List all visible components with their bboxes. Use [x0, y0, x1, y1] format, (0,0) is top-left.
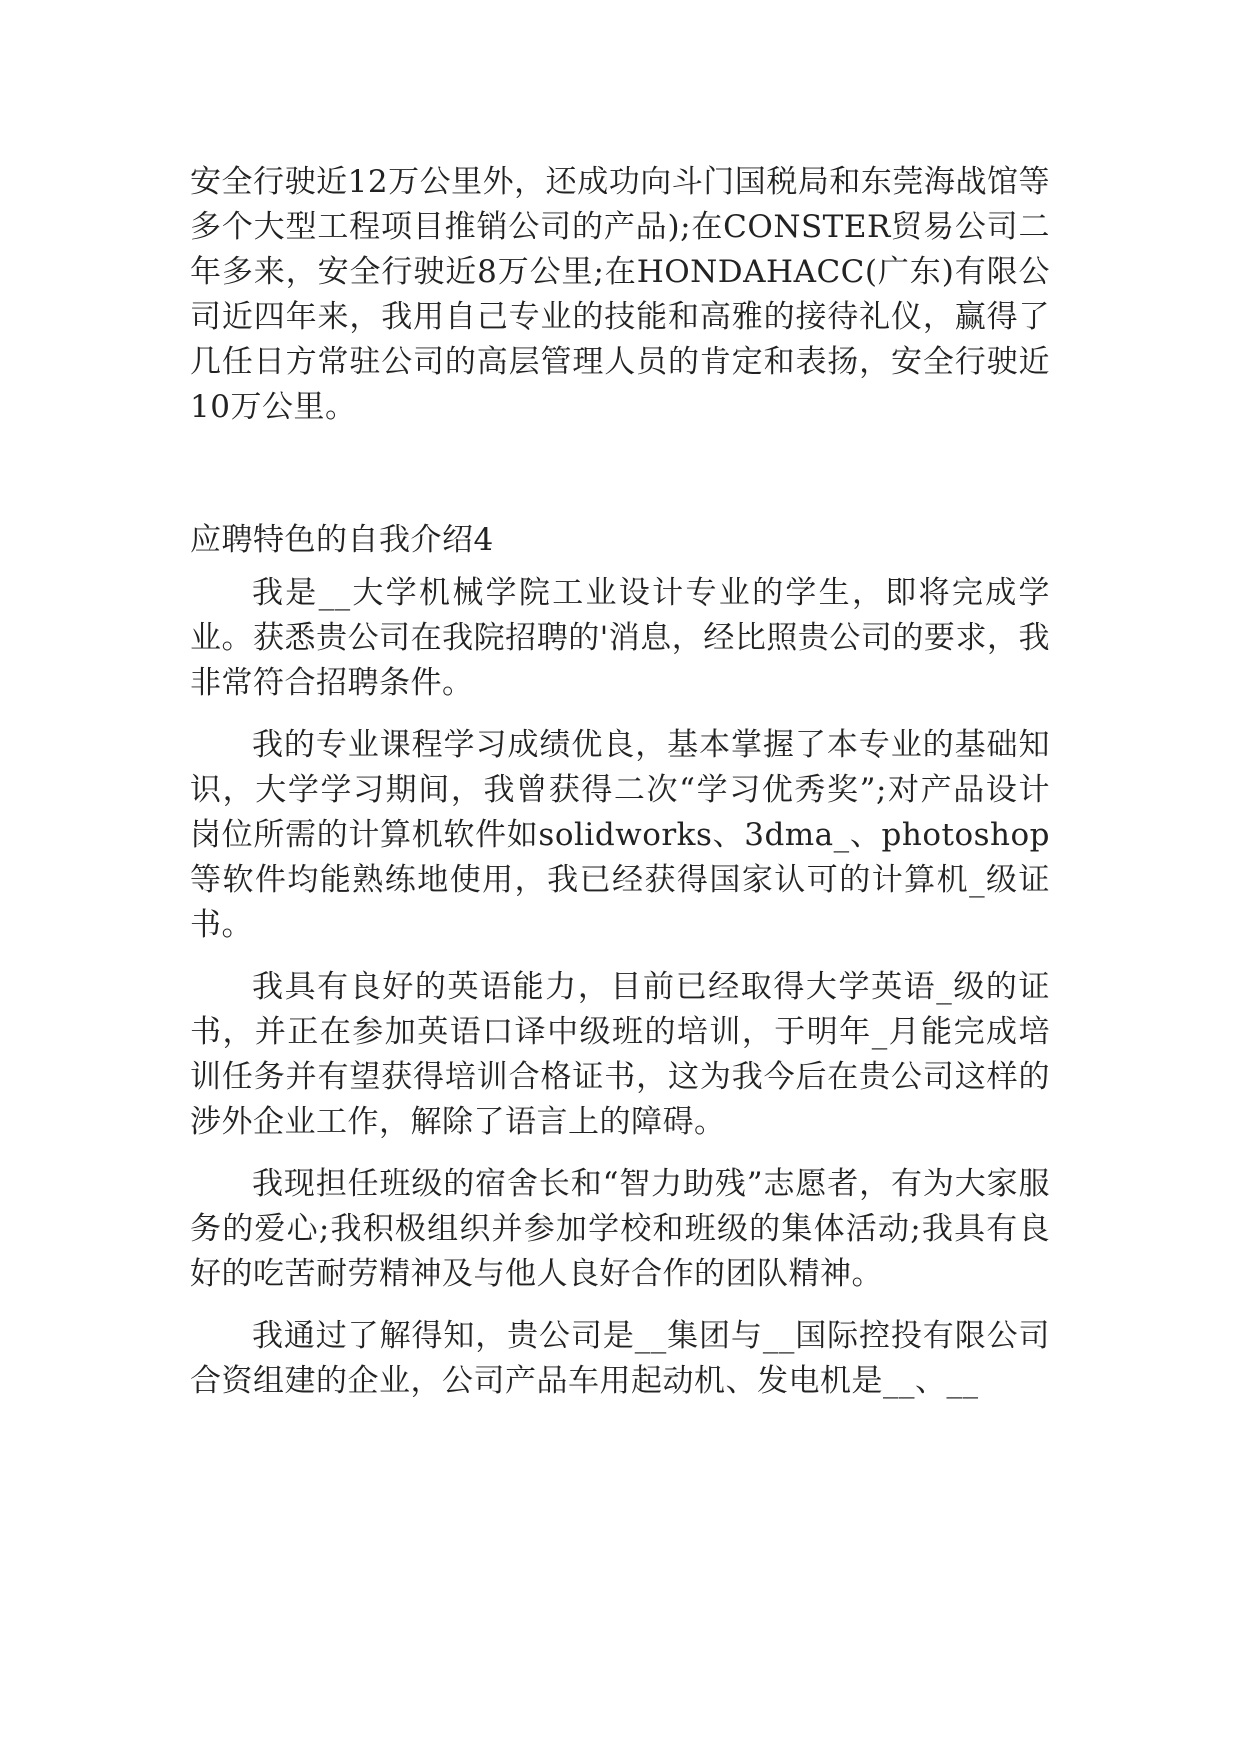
- paragraph-activities: 我现担任班级的宿舍长和“智力助残”志愿者，有为大家服务的爱心;我积极组织并参加学校和班级的集体活动;我具有良好的吃苦耐劳精神及与他人良好合作的团队精神。: [190, 1166, 1050, 1292]
- body-text: [190, 571, 1050, 1421]
- paragraph-english: 我具有良好的英语能力，目前已经取得大学英语_级的证书，并正在参加英语口译中级班的培训，于明年_月能完成培训任务并有望获得培训合格证书，这为我今后在贵公司这样的涉外企业工作，解除了语言上的障碍。: [190, 969, 1050, 1140]
- paragraph-studies: 我的专业课程学习成绩优良，基本掌握了本专业的基础知识，大学学习期间，我曾获得二次“学习优秀奖”;对产品设计岗位所需的计算机软件如solidworks、3dma_、photoshop等软件均能熟练地使用，我已经获得国家认可的计算机_级证书。: [190, 727, 1050, 943]
- section-title: 应聘特色的自我介绍4: [190, 522, 494, 558]
- paragraph-company: 我通过了解得知，贵公司是__集团与__国际控投有限公司合资组建的企业，公司产品车用起动机、发电机是__、__: [190, 1318, 1050, 1399]
- continuation-paragraph: 安全行驶近12万公里外，还成功向斗门国税局和东莞海战馆等多个大型工程项目推销公司的产品);在CONSTER贸易公司二年多来，安全行驶近8万公里;在HONDAHACC(广东)有限公司近四年来，我用自己专业的技能和高雅的接待礼仪，赢得了几任日方常驻公司的高层管理人员的肯定和表扬，安全行驶近10万公里。: [190, 164, 1050, 425]
- paragraph-intro: 我是__大学机械学院工业设计专业的学生，即将完成学业。获悉贵公司在我院招聘的'消息，经比照贵公司的要求，我非常符合招聘条件。: [190, 575, 1050, 701]
- continuation-text: [190, 160, 1050, 430]
